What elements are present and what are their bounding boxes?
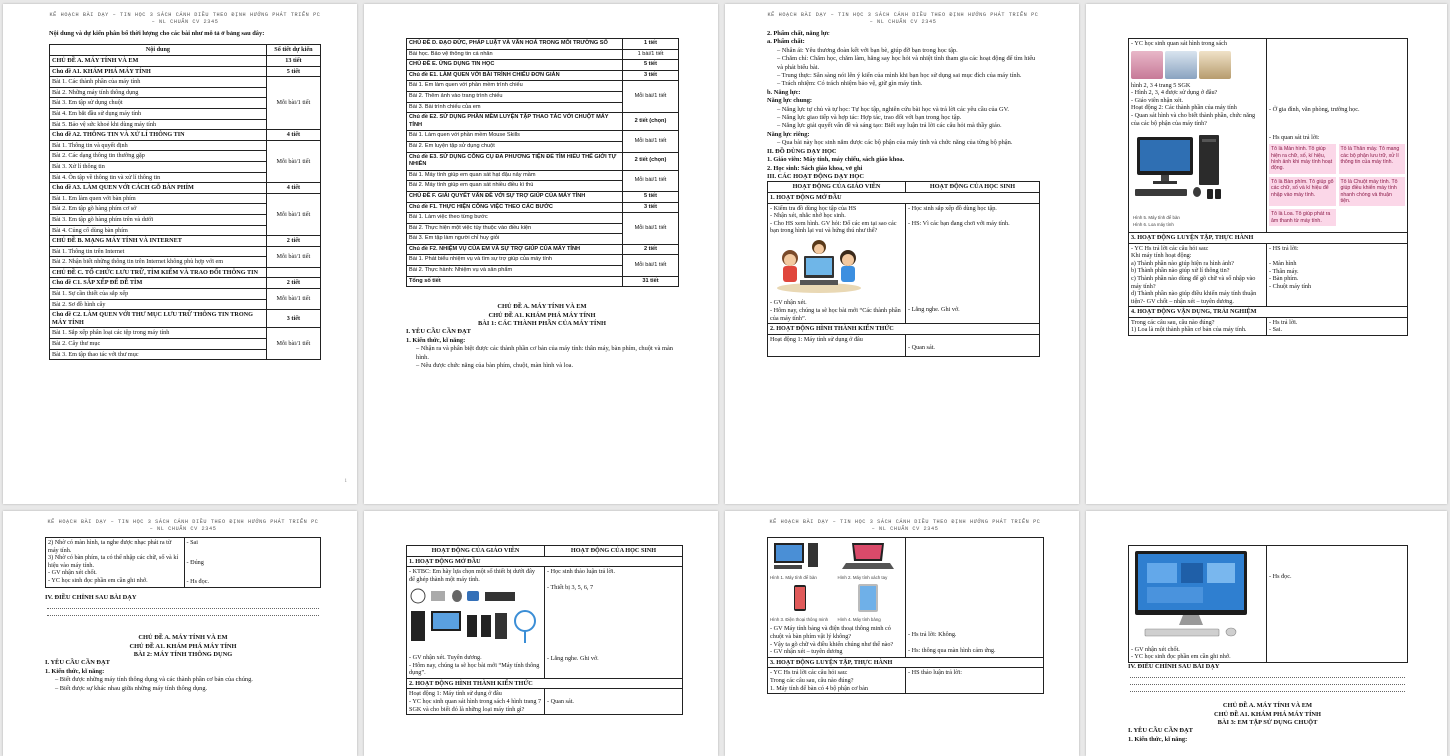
page-number: 1 [344,479,347,484]
lesson-cell: Bài 2. Các dạng thông tin thường gặp [50,151,267,162]
cell-text: - Quan sát. [908,343,935,351]
lesson-cell: Bài 3. Em tập gõ hàng phím trên và dưới [50,214,267,225]
student-cell [1267,39,1408,233]
cell-text: - Hs: thông qua màn hình cảm ứng. [908,646,996,654]
table-row [407,202,679,213]
lesson-cell: Bài 1. Thông tin trên Internet [50,246,267,257]
cell-text: - Lắng nghe. Ghi vở. [908,305,960,313]
lesson-cell: Bài 1. Sắp xếp phân loại các tệp trong máy tính [50,328,267,339]
merged-periods-cell: Mỗi bài/1 tiết [266,246,320,267]
col-header-teacher: HOẠT ĐỘNG CỦA GIÁO VIÊN [407,546,545,557]
col-header-student: HOẠT ĐỘNG CỦA HỌC SINH [545,546,683,557]
periods-cell: 3 tiết [623,202,679,213]
cell-text: - Hs quan sát trả lời: [1269,133,1320,141]
activity-table [45,537,321,588]
content-cell: Chủ đề F1. THỰC HIỆN CÔNG VIỆC THEO CÁC BƯỚC [407,202,623,213]
teacher-cell [768,668,906,694]
lesson-cell: Bài 2. Nhận biết những thông tin trên Internet không phù hợp với em [50,257,267,268]
cell-text: - Hs đọc. [186,578,210,586]
content-cell: CHỦ ĐỀ B. MẠNG MÁY TÍNH VÀ INTERNET [50,236,267,247]
lesson-cell: Bài 1. Làm việc theo từng bước [407,213,623,224]
lesson-cell: Bài 2. Cây thư mục [50,339,267,350]
cell-text: 2) Nhờ có màn hình, ta nghe được nhạc phát ra từ máy tính. [48,539,172,554]
section-heading: III. CÁC HOẠT ĐỘNG DẠY HỌC [767,172,864,180]
note-keyboard: Tô là Bàn phím. Tô giúp gõ các chữ, số và kí hiệu để nhập vào máy tính. [1269,177,1336,207]
tablet-figure [838,583,904,623]
section-heading: IV. ĐIỀU CHỈNH SAU BÀI DẠY [45,593,137,601]
lesson-cell: Bài 1. Sự cần thiết của sắp xếp [50,289,267,300]
teacher-cell [768,538,906,658]
lesson-title: BÀI 2: MÁY TÍNH THÔNG DỤNG [133,651,233,658]
col-header-student: HOẠT ĐỘNG CỦA HỌC SINH [906,182,1040,193]
lesson-cell: Bài 1. Em làm quen với phần mềm trình chiếu [407,81,623,92]
body-text: – Năng lực giao tiếp và hợp tác: Hợp tác, trao đổi với bạn trong học tập. [777,114,962,122]
lesson-cell: Bài 2. Em tập gõ hàng phím cơ sở [50,204,267,215]
table-row [50,77,321,88]
cell-text: - YC Hs trả lời các câu hỏi sau: [770,669,848,677]
table-row [50,246,321,257]
lesson-cell: Bài 3. Em tập thao tác với thư mục [50,349,267,360]
lesson-cell: Bài 3. Bài trình chiếu của em [407,102,623,113]
lesson-cell: Bài 3. Em tập sử dụng chuột [50,98,267,109]
content-cell: CHỦ ĐỀ E. ỨNG DỤNG TIN HỌC [407,60,623,71]
cell-text: - Sai [186,539,199,546]
periods-cell: 4 tiết [266,183,320,194]
body-text: – Biết được sự khác nhau giữa những máy tính thông dụng. [55,684,208,692]
teacher-cell [1129,39,1267,233]
table-row [50,183,321,194]
table-row [50,278,321,289]
lesson-cell: Bài 1. Làm quen với phần mềm Mouse Skills [407,131,623,142]
content-cell: Chủ đề E1. LÀM QUEN VỚI BÀI TRÌNH CHIẾU ĐƠN GIẢN [407,70,623,81]
cell-text: - Hình 2, 3, 4 được sử dụng ở đâu? [1131,89,1218,97]
periods-cell: 1 bài/1 tiết [623,49,679,60]
periods-cell [266,267,320,278]
page-1 [3,4,357,504]
page-header: KẾ HOẠCH BÀI DẠY – TIN HỌC 3 SÁCH CÁNH DIỀU THEO ĐỊNH HƯỚNG PHÁT TRIỂN PC – NL CHUẨN CV 2345 [769,519,1041,532]
cell-text: - Lắng nghe. Ghi vở. [547,655,599,663]
section-subheading: 1. Kiến thức, kĩ năng: [1128,735,1188,743]
cell-text: a) Thành phần nào giúp hiện ra hình ảnh? [1131,259,1234,267]
cell-text: - Hôm nay, chúng ta sẽ học bài mới “Các thành phần của máy tính”. [770,307,901,322]
lesson-title: BÀI 3: EM TẬP SỬ DỤNG CHUỘT [1217,719,1318,726]
table-row [50,236,321,247]
table-row [50,310,321,328]
cell-text: - Kiểm tra đồ dùng học tập của HS [770,204,857,212]
blank-line [1130,671,1405,678]
cell-text: - YC Hs trả lời các câu hỏi sau: [1131,244,1209,252]
subtopic-title: CHỦ ĐỀ A1. KHÁM PHÁ MÁY TÍNH [1213,710,1322,718]
table-row [50,66,321,77]
page-7 [725,511,1079,756]
activity-row-heading: 1. HOẠT ĐỘNG MỞ ĐẦU [768,192,1040,203]
merged-periods-cell: Mỗi bài/1 tiết [266,140,320,182]
merged-periods-cell: Mỗi bài/1 tiết [623,213,679,245]
figure-caption: Hình 3. Điện thoại thông minh [770,616,829,622]
section-heading: I. YÊU CẦU CẦN ĐẠT [45,659,110,667]
activity-table [1128,38,1408,336]
merged-periods-cell: Mỗi bài/1 tiết [266,193,320,235]
periods-cell: 2 tiết [266,278,320,289]
page-6 [364,511,718,756]
usage-photos [1131,51,1264,79]
merged-periods-cell: Mỗi bài/1 tiết [266,328,320,360]
cell-text: - HS trả lời: [1269,244,1299,252]
student-cell [184,538,321,588]
activity-row-heading: 4. HOẠT ĐỘNG VẬN DỤNG, TRẢI NGHIỆM [1129,307,1408,318]
student-cell [906,203,1040,324]
intro-text: Nội dung và dự kiến phân bổ thời lượng cho các bài như mô tả ở bảng sau đây: [49,30,265,37]
lesson-cell: Bài 2. Những máy tính thông dụng [50,87,267,98]
lesson-cell: Bài 5. Bảo vệ sức khoẻ khi dùng máy tính [50,119,267,130]
cell-text: - Thiết bị 3, 5, 6, 7 [547,583,594,591]
blank-line [1130,685,1405,692]
all-in-one-pc-illustration [1131,549,1264,644]
content-cell: CHỦ ĐỀ F. GIẢI QUYẾT VẤN ĐỀ VỚI SỰ TRỢ GIÚP CỦA MÁY TÍNH [407,191,623,202]
cell-text: hình 2, 3 4 trang 5 SGK [1131,81,1191,89]
content-cell: Tổng số tiết [407,276,623,287]
lesson-cell: Bài 1. Phát biểu nhiệm vụ và tìm sự trợ giúp của máy tính [407,255,623,266]
body-text: – Nhân ái: Yêu thương đoàn kết với bạn bè, giúp đỡ bạn trong học tập. [777,46,958,54]
cell-text: - Đúng [186,558,204,566]
periods-cell: 5 tiết [266,66,320,77]
merged-periods-cell: Mỗi bài/1 tiết [623,131,679,152]
kids-computer-illustration [774,238,903,297]
lesson-cell: Bài 2. Thực hành: Nhiệm vụ và sản phẩm [407,266,623,277]
section-subheading: Năng lực chung: [767,97,813,105]
body-text: – Qua bài này học sinh nắm được các bộ phận của máy tính và chức năng của từng bộ phận. [777,139,1013,147]
student-cell [906,668,1044,694]
student-cell [906,538,1044,658]
topic-title: CHỦ ĐỀ A. MÁY TÍNH VÀ EM [1222,702,1313,710]
home-photo [1131,51,1163,79]
table-row [407,49,679,60]
blank-line [47,609,319,616]
section-heading: I. YÊU CẦU CẦN ĐẠT [406,328,471,336]
teacher-cell [1129,243,1267,307]
allocation-table-cont [406,38,679,287]
periods-cell: 2 tiết [623,244,679,255]
section-heading: I. YÊU CẦU CẦN ĐẠT [1128,727,1193,735]
merged-periods-cell: Mỗi bài/1 tiết [266,289,320,310]
periods-cell: 2 tiết (chọn) [623,152,679,170]
body-text: – Nhận ra và phân biệt được các thành phần cơ bản của máy tính: thân máy, bàn phím, chuột và màn hình. [416,345,674,361]
figure-caption: Hình 5. Máy tính để bàn [1133,214,1180,220]
note-speaker: Tô là Loa. Tô giúp phát ra âm thanh từ máy tính. [1269,209,1336,226]
cell-text: - Ở gia đình, văn phòng, trường học. [1269,106,1360,113]
cell-text: - YC học sinh đọc phần em cần ghi nhớ. [1131,653,1231,661]
cell-text: 1) Loa là một thành phần cơ bản của máy tính. [1131,326,1247,334]
figure-caption: Hình 1. Máy tính để bàn [770,574,817,580]
laptop-figure [838,541,904,581]
blank-line [47,602,319,609]
content-cell: CHỦ ĐỀ C. TỔ CHỨC LƯU TRỮ, TÌM KIẾM VÀ TRAO ĐỔI THÔNG TIN [50,267,267,278]
table-row [407,255,679,266]
lesson-title: BÀI 1: CÁC THÀNH PHẦN CỦA MÁY TÍNH [478,320,606,328]
table-row [407,152,679,170]
student-cell [1267,546,1408,663]
col-header-teacher: HOẠT ĐỘNG CỦA GIÁO VIÊN [768,182,906,193]
body-text: – Năng lực tự chủ và tự học: Tự học tập, nghiên cứu bài học và trả lời các yêu cầu của GV. [777,105,1009,113]
table-row [407,131,679,142]
section-heading: II. ĐỒ DÙNG DẠY HỌC [767,147,837,155]
component-notes [1269,144,1405,226]
section-subheading: a. Phẩm chất: [767,38,805,46]
page-5 [3,511,357,756]
figure-caption: Hình 6. Loa máy tính [1133,222,1174,228]
activity-row-heading: 2. HOẠT ĐỘNG HÌNH THÀNH KIẾN THỨC [407,678,683,689]
cell-text: - Chuột máy tính [1269,282,1312,290]
content-cell: Chủ đề A2. THÔNG TIN VÀ XỬ LÍ THÔNG TIN [50,130,267,141]
content-cell: Bài học. Bảo vệ thông tin cá nhân [407,49,623,60]
content-cell: Chủ đề A3. LÀM QUEN VỚI CÁCH GÕ BÀN PHÍM [50,183,267,194]
lesson-cell: Bài 2. Máy tính giúp em quan sát nhiều điều kì thú [407,181,623,192]
page-3 [725,4,1079,504]
cell-text: - Nhận xét, nhắc nhở học sinh. [770,212,846,220]
cell-text: - Vậy ta gõ chữ và điều khiển chúng như thế nào? [770,640,894,648]
teacher-cell [407,689,545,715]
section-heading: 2. Phẩm chất, năng lực [767,30,830,37]
smartphone-figure [770,583,836,623]
content-cell: CHỦ ĐỀ A. MÁY TÍNH VÀ EM [50,56,267,67]
cell-text: c) Thành phần nào dùng để gõ chữ và số nhập vào máy tính? [1131,274,1256,290]
teacher-cell: Hoạt động 1: Máy tính sử dụng ở đâu [768,334,906,356]
periods-cell: 5 tiết [623,60,679,71]
cell-text: - Thân máy. [1269,267,1299,275]
office-photo [1165,51,1197,79]
note-mouse: Tô là Chuột máy tính. Tô giúp điều khiển máy tính nhanh chóng và thuận tiện. [1339,177,1406,207]
figure-caption: Hình 2. Máy tính xách tay [837,574,888,580]
body-text: – Biết được những máy tính thông dụng và các thành phần cơ bản của chúng. [55,676,253,684]
cell-text: b) Thành phần nào giúp xử lí thông tin? [1131,267,1230,275]
lesson-cell: Bài 4. Củng cố dùng bàn phím [50,225,267,236]
table-row [407,39,679,50]
section-subheading: b. Năng lực: [767,88,801,96]
table-row [407,213,679,224]
page-4 [1086,4,1447,504]
cell-text: - Hs trả lời: Không. [908,631,957,638]
lesson-cell: Bài 1. Em làm quen với bàn phím [50,193,267,204]
content-cell: Chủ đề F2. NHIỆM VỤ CỦA EM VÀ SỰ TRỢ GIÚP CỦA MÁY TÍNH [407,244,623,255]
section-subheading: Năng lực riêng: [767,130,810,138]
activity-table [1128,545,1408,663]
cell-text: Trong các câu sau, câu nào đúng? [770,676,854,684]
merged-periods-cell: Mỗi bài/1 tiết [623,81,679,113]
table-row [407,170,679,181]
cell-text: - Học sinh sắp xếp đồ dùng học tập. [908,204,997,212]
table-row [50,140,321,151]
lesson-cell: Bài 1. Máy tính giúp em quan sát hạt đậu nảy mầm [407,170,623,181]
periods-cell: 31 tiết [623,276,679,287]
desktop-figure [770,541,836,581]
cell-text: 3) Nhờ có bàn phím, ta có thể nhập các chữ, số và kí hiệu vào máy tính. [48,554,179,569]
teacher-cell [46,538,185,588]
content-cell: Chủ đề C2. LÀM QUEN VỚI THƯ MỤC LƯU TRỮ THÔNG TIN TRONG MÁY TÍNH [50,310,267,328]
blank-line [1130,678,1405,685]
cell-text: - Bàn phím. [1269,275,1299,283]
periods-cell: 13 tiết [266,56,320,67]
activity-table [767,181,1040,357]
section-subheading: 1. Kiến thức, kĩ năng: [406,336,466,344]
lesson-cell: Bài 2. Sơ đồ hình cây [50,299,267,310]
activity-table [767,537,1044,694]
content-cell: Chủ đề E3. SỬ DỤNG CÔNG CỤ ĐA PHƯƠNG TIỆN ĐỂ TÌM HIỂU THẾ GIỚI TỰ NHIÊN [407,152,623,170]
topic-title: CHỦ ĐỀ A. MÁY TÍNH VÀ EM [497,303,587,311]
cell-text: - GV nhận xét. [770,299,807,307]
cell-text: Khi máy tính hoạt động: [1131,252,1192,260]
table-row [50,56,321,67]
cell-text: Hoạt động 1: Máy tính sử dụng ở đâu [409,690,502,698]
cell-text: - Học sinh thảo luận trả lời. [547,568,616,576]
cell-text: - GV nhận xét – tuyên dương [770,648,843,656]
note-monitor: Tô là Màn hình. Tô giúp hiện ra chữ, số, kí hiệu, hình ảnh khi máy tính hoạt động. [1269,144,1336,174]
content-cell: CHỦ ĐỀ D. ĐẠO ĐỨC, PHÁP LUẬT VÀ VĂN HOÁ TRONG MÔI TRƯỜNG SỐ [407,39,623,50]
lesson-cell: Bài 4. Em bắt đầu sử dụng máy tính [50,108,267,119]
merged-periods-cell: Mỗi bài/1 tiết [266,77,320,130]
cell-text: - KTBC: Em hãy lựa chọn một số thiết bị dưới đây để ghép thành một máy tính. [409,568,535,583]
cell-text: - GV Máy tính bảng và điện thoại thông minh có chuột và bàn phím vật lý không? [770,625,891,640]
body-text: – Trung thực: Sẵn sàng nói lên ý kiến của mình khi bạn học sử dụng sai mục đích của máy tính. [777,72,1022,80]
periods-cell: 4 tiết [266,130,320,141]
table-row [50,289,321,300]
lesson-cell: Bài 2. Thêm ảnh vào trang trình chiếu [407,91,623,102]
activity-row-heading: 1. HOẠT ĐỘNG MỞ ĐẦU [407,556,683,567]
lesson-cell: Bài 1. Các thành phần của máy tính [50,77,267,88]
lesson-cell: Bài 3. Em tập làm người chỉ huy giỏi [407,234,623,245]
body-text: 1. Giáo viên: Máy tính, máy chiếu, sách giáo khoa. [767,156,905,164]
body-text: – Chăm chỉ: Chăm học, chăm làm, hăng say học hỏi và nhiệt tình tham gia các hoạt động để tìm hiểu và phát biểu bài. [777,55,1036,71]
cell-text: - Cho HS xem hình. GV hỏi: Đố các em tại sao các bạn trong hình lại vui và hứng thú như thế? [770,219,897,235]
col-header-periods: Số tiết dự kiến [266,45,320,56]
device-types-illustration [770,541,903,623]
cell-text: - Màn hình [1269,260,1297,268]
cell-text: - Giáo viên nhận xét. [1131,96,1184,104]
cell-text: 1. Máy tính để bàn có 4 bộ phận cơ bản [770,684,868,692]
cell-text: Hoạt động 2: Các thành phần của máy tính [1131,104,1237,112]
periods-cell: 2 tiết (chọn) [623,113,679,131]
content-cell: Chủ đề E2. SỬ DỤNG PHẦN MỀM LUYỆN TẬP THAO TÁC VỚI CHUỘT MÁY TÍNH [407,113,623,131]
student-cell [545,689,683,715]
cell-text: - Hôm nay, chúng ta sẽ học bài mới “Máy tính thông dụng”. [409,661,540,677]
lesson-cell: Bài 2. Em luyện tập sử dụng chuột [407,141,623,152]
content-cell: Chủ đề A1. KHÁM PHÁ MÁY TÍNH [50,66,267,77]
desktop-computer-illustration [1133,131,1264,229]
periods-cell: 5 tiết [623,191,679,202]
body-text: 2. Học sinh: Sách giáo khoa, vở ghi [767,164,863,172]
devices-illustration [409,587,542,650]
activity-row-heading: 3. HOẠT ĐỘNG LUYỆN TẬP, THỰC HÀNH [1129,232,1408,243]
table-row [407,81,679,92]
table-row [407,244,679,255]
subtopic-title: CHỦ ĐỀ A1. KHÁM PHÁ MÁY TÍNH [129,642,237,650]
cell-text: - HS thảo luận trả lời: [908,669,962,677]
table-row [407,70,679,81]
section-subheading: 1. Kiến thức, kĩ năng: [45,667,105,675]
table-row [50,267,321,278]
page-8 [1086,511,1447,756]
student-cell [545,567,683,679]
page-header: KẾ HOẠCH BÀI DẠY – TIN HỌC 3 SÁCH CÁNH DIỀU THEO ĐỊNH HƯỚNG PHÁT TRIỂN PC – NL CHUẨN CV 2345 [767,12,1039,25]
cell-text: - GV nhận xét chốt. [1131,645,1180,653]
activity-row-heading: 2. HOẠT ĐỘNG HÌNH THÀNH KIẾN THỨC [768,324,1040,335]
student-cell [1267,317,1408,335]
table-row [50,130,321,141]
periods-cell: 3 tiết [266,310,320,328]
figure-caption: Hình 4. Máy tính bảng [837,616,881,622]
cell-text: - Hs đọc. [1269,573,1292,580]
cell-text: - YC học sinh quan sát hình trong sách 4 hình trang 7 SGK và cho biết đó là những loại máy tính gì? [409,697,542,713]
cell-text: d) Thành phần nào giúp điều khiển máy tính thuận tiện?- GV chốt – nhận xét – tuyên dương. [1131,290,1257,305]
body-text: – Trách nhiệm: Có trách nhiệm bảo vệ, giữ gìn máy tính. [777,80,923,88]
cell-text: - Sai. [1269,326,1283,334]
merged-periods-cell: Mỗi bài/1 tiết [623,255,679,276]
cell-text: - GV nhận xét. Tuyên dương. [409,653,482,661]
periods-cell: 3 tiết [623,70,679,81]
cell-text: Trong các câu sau, câu nào đúng? [1131,318,1215,326]
table-row [407,60,679,71]
lesson-cell: Bài 4. Ôn tập về thông tin và xử lí thông tin [50,172,267,183]
lesson-cell: Bài 3. Xử lí thông tin [50,161,267,172]
body-text: – Năng lực giải quyết vấn đề và sáng tạo: Biết suy luận trả lời các câu hỏi mà thầy giáo. [777,122,1002,130]
content-cell: Chủ đề C1. SẮP XẾP ĐỂ DỄ TÌM [50,278,267,289]
table-row [407,191,679,202]
section-heading: IV. ĐIỀU CHỈNH SAU BÀI DẠY [1128,662,1220,670]
cell-text: - GV nhận xét chốt. [48,569,97,577]
table-row [50,328,321,339]
periods-cell: 1 tiết [623,39,679,50]
col-header-content: Nội dung [50,45,267,56]
teacher-cell [1129,317,1267,335]
cell-text: - YC học sinh quan sát hình trong sách [1131,40,1228,47]
activity-table [406,545,683,715]
note-case: Tô là Thân máy. Tô mang các bộ phận lưu trữ, xử lí thông tin của máy tính. [1339,144,1406,174]
topic-title: CHỦ ĐỀ A. MÁY TÍNH VÀ EM [138,634,228,642]
cell-text: - YC học sinh đọc phần em cần ghi nhớ. [48,576,148,584]
lesson-cell: Bài 2. Thực hiện một việc tùy thuộc vào điều kiện [407,223,623,234]
teacher-cell [407,567,545,679]
page-header: KẾ HOẠCH BÀI DẠY – TIN HỌC 3 SÁCH CÁNH DIỀU THEO ĐỊNH HƯỚNG PHÁT TRIỂN PC – NL CHUẨN CV 2345 [47,519,319,532]
table-row [407,276,679,287]
teacher-cell [1129,546,1267,663]
student-cell [906,334,1040,356]
allocation-table [49,44,321,360]
cell-text: - Quan sát. [547,698,574,706]
body-text: – Nêu được chức năng của bàn phím, chuột, màn hình và loa. [416,362,574,370]
teacher-cell [768,203,906,324]
merged-periods-cell: Mỗi bài/1 tiết [623,170,679,191]
student-cell [1267,243,1408,307]
table-row [50,193,321,204]
table-row [407,113,679,131]
page-header: KẾ HOẠCH BÀI DẠY – TIN HỌC 3 SÁCH CÁNH DIỀU THEO ĐỊNH HƯỚNG PHÁT TRIỂN PC – NL CHUẨN CV 2345 [49,12,321,25]
periods-cell: 2 tiết [266,236,320,247]
cell-text: - Quan sát hình và cho biết thành phần, chức năng của các bộ phận của máy tính? [1131,111,1256,127]
subtopic-title: CHỦ ĐỀ A1. KHÁM PHÁ MÁY TÍNH [488,311,596,319]
cell-text: - HS: Vì các bạn đang chơi với máy tính. [908,220,1010,228]
lesson-cell: Bài 1. Thông tin và quyết định [50,140,267,151]
page-2 [364,4,718,504]
activity-row-heading: 3. HOẠT ĐỘNG LUYỆN TẬP, THỰC HÀNH [768,657,1044,668]
school-photo [1199,51,1231,79]
cell-text: - Hs trả lời. [1269,318,1298,326]
